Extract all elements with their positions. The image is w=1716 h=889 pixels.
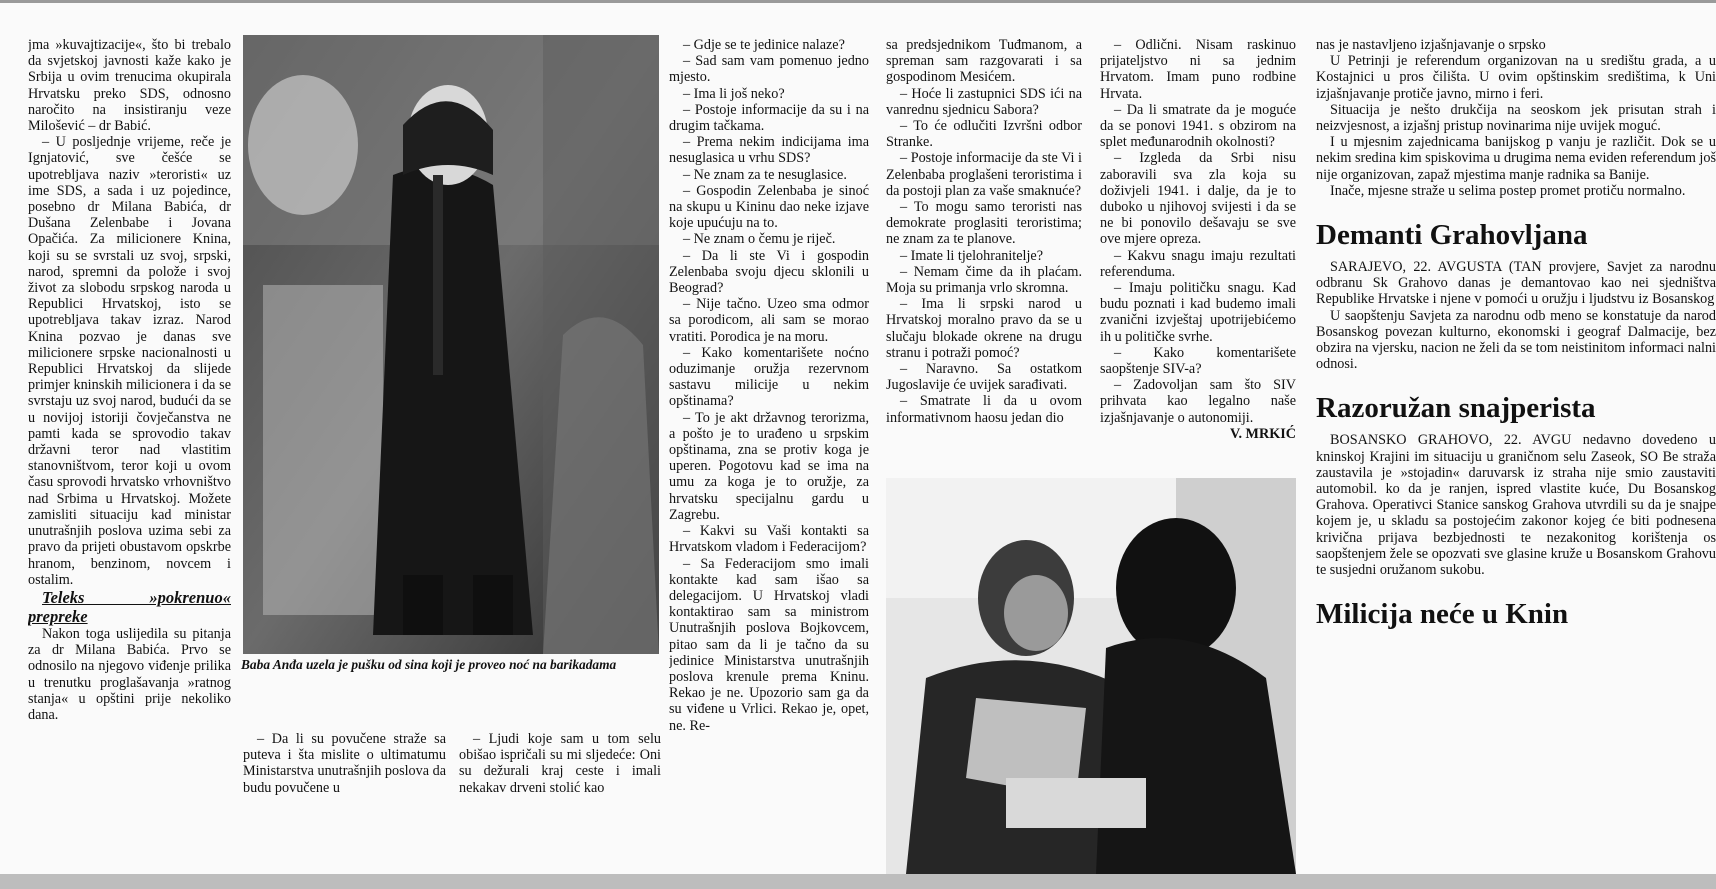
- column-3: [669, 37, 869, 837]
- interview-line: sa predsjednikom Tuđmanom, a spreman sam razgovarati i sa gospodinom Mesićem.: [886, 37, 1082, 86]
- column-1: [28, 37, 231, 837]
- interview-line: – Hoće li zastupnici SDS ići na vanrednu sjednicu Sabora?: [886, 85, 1082, 118]
- article-paragraph: U Petrinji je referendum organizovan na u središtu grada, a u Kostajnici u pros čilišta. U ovim opštinskim središtima, k Uni izjašnjavanje protiče javno, mirno i feri.: [1316, 53, 1716, 102]
- interview-line: – Gospodin Zelenbaba je sinoć na skupu u Kininu dao neke izjave koje upućuju na to.: [669, 182, 869, 232]
- top-edge: [0, 0, 1716, 3]
- bottom-column-b: [459, 731, 661, 801]
- headline-milicija: Milicija neće u Knin: [1316, 598, 1569, 631]
- interview-line: – Zadovoljan sam što SIV prihvata kao legalno naše izjašnjavanje o autonomiji.: [1100, 377, 1296, 426]
- article-paragraph: Inače, mjesne straže u selima postep promet protiču normalno.: [1330, 182, 1686, 199]
- interview-line: – Kakvu snagu imaju rezultati referenduma.: [1100, 247, 1296, 280]
- interview-line: – Imate li tjelohranitelje?: [900, 247, 1043, 264]
- article-paragraph: Situacija je nešto drukčija na seoskom jek prisutan strah i neizvjesnost, a izjašnj pristup novinarima nije uvijek moguć.: [1316, 101, 1716, 135]
- subheading: Teleks »pokrenuo« prepreke: [28, 587, 231, 626]
- photo-woman-with-rifle: [243, 35, 659, 654]
- interview-line: – Da li smatrate da je moguće da se ponovi 1941. s obzirom na splet međunarodnih okolnosti?: [1100, 101, 1296, 151]
- column-4: [886, 37, 1082, 453]
- bottom-column-a: [243, 731, 446, 801]
- headline-demanti: Demanti Grahovljana: [1316, 219, 1588, 252]
- interview-line: – To je akt državnog terorizma, a pošto je to urađeno u srpskim opštinama, zna se protiv koga je uperen. Pogotovu kad se ima na umu za koga je to oružje, za hrvatsku specijalnu gardu u Zagrebu.: [669, 409, 869, 523]
- article-paragraph: SARAJEVO, 22. AVGUSTA (TAN provjere, Savjet za narodnu odbranu Sk Grahovo danas je demantovao kao nei sjedništva Republike Hrvatske i njene v pomoći u oružju i ljudstvu iz Bosanskog: [1316, 259, 1716, 308]
- interview-line: – Ne znam o čemu je riječ.: [683, 231, 836, 248]
- photo-caption: Baba Anđa uzela je pušku od sina koji je proveo noć na barikadama: [241, 657, 617, 672]
- interview-line: – Postoje informacije da su i na drugim tačkama.: [669, 101, 869, 135]
- article-paragraph: I u mjesnim zajednicama banijskog p vanju je različit. Dok se u nekim sredina kim spiskovima u drugima nema eviden referendum još nije organizovan, zapaž mjestima manje radnika sa Banije.: [1316, 134, 1716, 183]
- column-6: [1316, 37, 1716, 874]
- interview-line: – Naravno. Sa ostatkom Jugoslavije će uvijek sarađivati.: [886, 361, 1082, 394]
- column-5: [1100, 37, 1296, 477]
- interview-line: – Prema nekim indicijama ima nesuglasica u vrhu SDS?: [669, 134, 869, 167]
- interview-line: – Smatrate li da u ovom informativnom haosu jedan dio: [886, 393, 1082, 426]
- interview-line: – Ima li srpski narod u Hrvatskoj moralno pravo da se u slučaju blokade okrene na drugu stranu i potraži pomoć?: [886, 296, 1082, 361]
- interview-line: – Odlični. Nisam raskinuo prijateljstvo ni sa jednim Hrvatom. Imam puno rodbine Hrvata.: [1100, 37, 1296, 102]
- interview-line: – Nemam čime da ih plaćam. Moja su primanja vrlo skromna.: [886, 263, 1082, 297]
- article-paragraph: BOSANSKO GRAHOVO, 22. AVGU nedavno dovedeno u kninskoj Krajini im situaciju u graničnom selu Zaseok, SO Be straža zaustavila je »stojadin« daruvarsk iz straha nije smio zaustaviti automobil. ko da je ranjen, ispred vlastite kuće, Du Bosanskog Grahova. Operativci Stanice sanskog Grahova utvrdili su da je snajpe kojem je, u skladu sa postojećim zakonor kojeg će biti podnesena krivična prijava bezbjednosti te nezakonitog korištenja os saopštenjem žele se opozvati sve glasine kruže u Bosanskom Grahovu te susjedni oružanom sukobu.: [1316, 432, 1716, 579]
- interview-line: – Da li ste Vi i gospodin Zelenbaba svoju djecu sklonili u Beograd?: [669, 247, 869, 297]
- interview-line: – To će odlučiti Izvršni odbor Stranke.: [886, 118, 1082, 151]
- photo-woman-image: [243, 35, 659, 654]
- interview-line: – Sad sam vam pomenuo jedno mjesto.: [669, 53, 869, 86]
- article-paragraph: – U posljednje vrijeme, reče je Ignjatović, sve češće se upotrebljava naziv »teroristi« uz ime SDS, a sada i uz pojedince, posebno dr Milana Babića, dr Dušana Zelenbabe i Jovana Opačića. Za milicionere Knina, koji su se svrstali uz svoj, srpski, narod, spremni da polože i svoj život za slobodu srpskog naroda u Republici Hrvatskoj, isto se upotrebljava takav izraz. Narod Knina pozvao je danas sve milicionere srpske nacionalnosti u Republici Hrvatskoj da slijede primjer kninskih milicionera i da se svrstaju uz svoj narod, budući da se u novijoj istoriji čovječanstva ne pamti kada se sprovodio takav državni teror nad vlastitim stanovništvom, teror koji u ovom času sprovodi hrvatsko vrhovništvo nad Srbima u Hrvatskoj. Možete zamisliti situaciju kad ministar unutrašnjih poslova uzima sebi za pravo da prijeti obustavom opskrbe hranom, benzinom, novcem i ostalim.: [28, 134, 231, 588]
- article-paragraph: – Da li su povučene straže sa puteva i šta mislite o ultimatumu Ministarstva unutrašnjih poslova da budu povučene u: [243, 731, 446, 796]
- headline-razoruzan: Razoružan snajperista: [1316, 392, 1596, 425]
- interview-line: – Kakvi su Vaši kontakti sa Hrvatskom vladom i Federacijom?: [669, 523, 869, 556]
- interview-line: – Sa Federacijom smo imali kontakte kad sam išao sa delegacijom. U Hrvatskoj vladi kontaktirao sam sa ministrom Unutrašnjih poslova Bojkovcem, pitao sam da li je tačno da su jedinice Ministarstva unutrašnjih poslova krenule prema Kninu. Rekao je ne. Upozorio sam ga da su viđene u Vrlici. Rekao je, opet, ne. Re-: [669, 555, 869, 734]
- article-paragraph: U saopštenju Savjeta za narodnu odb meno se konstatuje da narod Bosanskog povezan kulturno, ekonomski i geograf Dalmacije, bez obzira na vjersku, nacion ne želi da se tom neistinitom informaci nalni odnosi.: [1316, 307, 1716, 373]
- interview-line: – Kako komentarišete noćno oduzimanje oružja rezervnom sastavu milicije u nekim opštinama?: [669, 344, 869, 410]
- article-paragraph: jma »kuvajtizacije«, što bi trebalo da svjetskoj javnosti kaže kako je Srbija u ovim trenucima okupirala Hrvatsku preko SDS, odnosno naročito na insistiranju veze Milošević – dr Babić.: [28, 37, 231, 135]
- interview-line: – Izgleda da Srbi nisu zaboravili sva zla koja su doživjeli 1941. i dalje, da je to duboko u njihovoj svijesti i da se ne bi ponovilo dešavaju se sve ove mjere opreza.: [1100, 150, 1296, 248]
- article-paragraph: – Ljudi koje sam u tom selu obišao ispričali su mi sljedeće: Oni su dežurali kraj ceste i imali nekakav drveni stolić kao: [459, 731, 661, 796]
- byline: V. MRKIĆ: [1230, 425, 1296, 442]
- bottom-scroll-area[interactable]: [0, 874, 1716, 889]
- interview-line: – Kako komentarišete saopštenje SIV-a?: [1100, 344, 1296, 378]
- interview-line: – To mogu samo teroristi nas demokrate proglasiti teroristima; ne znam za te planove.: [886, 199, 1082, 248]
- article-paragraph: Nakon toga uslijedila su pitanja za dr Milana Babića. Prvo se odnosilo na njegovo viđenje prilika u trenutku proglašavanja »ratnog stanja« u opštini prije nekoliko dana.: [28, 625, 231, 723]
- interview-line: – Ne znam za te nesuglasice.: [683, 166, 847, 183]
- interview-line: – Postoje informacije da ste Vi i Zelenbaba proglašeni teroristima i da postoji plan za vaše smaknuće?: [886, 150, 1082, 199]
- photo-men-image: [886, 478, 1296, 874]
- article-paragraph: nas je nastavljeno izjašnjavanje o srpsko: [1316, 37, 1546, 53]
- interview-line: – Ima li još neko?: [683, 85, 785, 102]
- interview-line: – Nije tačno. Uzeo sma odmor sa porodicom, ali sam se morao vratiti. Porodica je na moru.: [669, 296, 869, 345]
- photo-two-men: [886, 478, 1296, 874]
- interview-line: – Gdje se te jedinice nalaze?: [683, 37, 845, 53]
- interview-line: – Imaju političku snagu. Kad budu poznati i kad budemo imali zvanični izvještaj upotrijebićemo ih u političke svrhe.: [1100, 280, 1296, 345]
